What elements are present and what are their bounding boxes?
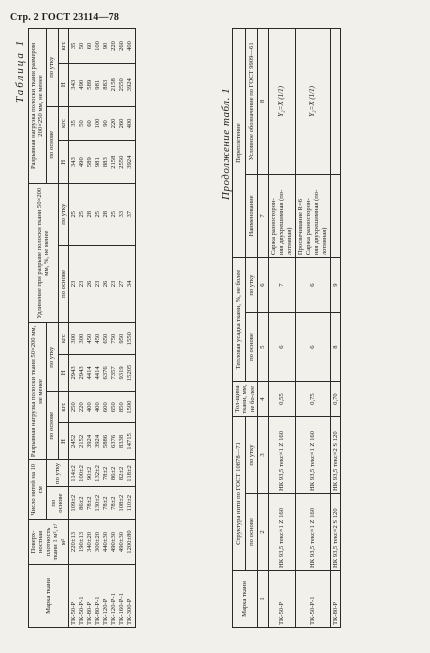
cell-value: Саржа разносторон- bbox=[269, 198, 277, 256]
cell-value: 589 bbox=[85, 79, 93, 90]
cell-value: ТК-160-Р-1 bbox=[117, 593, 125, 625]
cell-value: 28 bbox=[101, 210, 109, 218]
t1-header-elong: Удлинение при разрыве полоски ткани 50×200 мм, %, не менее bbox=[29, 183, 59, 322]
cell-value: ТК-120-Р bbox=[101, 598, 109, 625]
cell-value: 26 bbox=[101, 280, 109, 288]
cell-value: 4414 bbox=[85, 366, 93, 380]
cell-value: 14715 bbox=[125, 433, 133, 450]
cell-value: ТК-300-Р bbox=[125, 598, 133, 625]
cell-value: 220 bbox=[109, 118, 117, 129]
cell-value: 90±2 bbox=[85, 466, 93, 481]
cell-value: 23 bbox=[93, 280, 101, 288]
cell-value: 2943 bbox=[77, 366, 85, 380]
t1-col-mark bbox=[68, 565, 135, 628]
t1-unit: Н bbox=[58, 423, 68, 460]
t2-col-number: 4 bbox=[258, 382, 268, 417]
cell-value: 490±30 bbox=[109, 531, 117, 553]
cell-value: 6376 bbox=[101, 366, 109, 380]
cell-value: няя двухрешимная (по- bbox=[277, 189, 285, 256]
cell-value: 114±2 bbox=[69, 465, 77, 482]
t2-weft: НК 93,5 текс×1 Z 160 bbox=[268, 417, 295, 494]
table1-caption: Таблица 1 bbox=[14, 38, 26, 103]
cell-value: 35 bbox=[69, 120, 77, 127]
cell-value: 490 bbox=[77, 157, 85, 168]
cell-value: ТК-50-Р bbox=[69, 601, 77, 625]
t1-col-load50-warp-kgf bbox=[68, 391, 135, 422]
t2-weave-code: Y₂=X (1/1) bbox=[268, 29, 295, 175]
cell-value: 1550 bbox=[125, 332, 133, 346]
t2-header-shrink-weft: по утку bbox=[245, 258, 258, 313]
cell-value: 25 bbox=[69, 210, 77, 218]
t2-thickness: 0,70 bbox=[330, 382, 340, 417]
t2-shrink-warp: 6 bbox=[295, 313, 330, 382]
cell-value: 650 bbox=[109, 402, 117, 413]
t2-shrink-weft: 7 bbox=[268, 258, 295, 313]
cell-value: 2550 bbox=[117, 78, 125, 92]
t1-unit: Н bbox=[58, 141, 68, 184]
cell-value: 15205 bbox=[125, 364, 133, 382]
t2-header-weave-code: Условное обозначение по ГОСТ 9909—61 bbox=[245, 29, 258, 175]
t1-unit: Н bbox=[58, 63, 68, 106]
t2-col-numbers bbox=[258, 29, 268, 628]
cell-value: 78±2 bbox=[101, 466, 109, 481]
t2-header-weave: Переплетение bbox=[233, 29, 246, 258]
cell-value: 400 bbox=[85, 402, 93, 413]
cell-value: 34 bbox=[125, 280, 133, 288]
cell-value: 2452 bbox=[69, 434, 77, 449]
t1-header-load50-warp: по основе bbox=[46, 391, 58, 460]
cell-value: 109±2 bbox=[69, 494, 77, 512]
t2-shrink-warp: 6 bbox=[268, 313, 295, 382]
cell-value: 100±2 bbox=[77, 465, 85, 482]
cell-value: 250 bbox=[69, 402, 77, 413]
t1-header-load50: Разрывная нагрузка полоски ткани 50×200 мм, не менее bbox=[29, 323, 47, 460]
t2-col-number: 2 bbox=[258, 494, 268, 571]
table-1 bbox=[28, 28, 136, 628]
cell-value: 110±2 bbox=[125, 494, 133, 512]
t2-mark: ТК-50-Р-1 bbox=[295, 571, 330, 628]
t2-mark: ТК-50-Р bbox=[268, 571, 295, 628]
t1-col-threads-weft bbox=[68, 460, 135, 487]
cell-value: 260 bbox=[117, 118, 125, 129]
cell-value: 2550 bbox=[117, 155, 125, 169]
t2-header-struct-weft: по утку bbox=[245, 417, 258, 494]
cell-value: 23 bbox=[109, 280, 117, 288]
t1-col-load200-warp-n bbox=[68, 141, 135, 184]
cell-value: 220 bbox=[109, 41, 117, 51]
cell-value: 7357 bbox=[109, 366, 117, 380]
t2-shrink-weft: 6 bbox=[295, 258, 330, 313]
cell-value: 440±30 bbox=[101, 531, 109, 553]
t1-col-load50-warp-n bbox=[68, 423, 135, 460]
t1-col-elong-weft bbox=[68, 183, 135, 245]
t2-col-number: 5 bbox=[258, 313, 268, 382]
cell-value: 50 bbox=[77, 42, 85, 50]
t1-unit: кгс bbox=[58, 29, 68, 64]
cell-value: 340±20 bbox=[85, 531, 93, 553]
t2-shrink-warp: 8 bbox=[330, 313, 340, 382]
cell-value: 100 bbox=[93, 118, 101, 129]
table-row bbox=[268, 29, 295, 628]
t1-unit: кгс bbox=[58, 323, 68, 354]
cell-value: ТК-50-Р-1 bbox=[77, 596, 85, 625]
cell-value: 4414 bbox=[93, 366, 101, 380]
cell-value: 6376 bbox=[109, 434, 117, 449]
cell-value: 2152 bbox=[77, 434, 85, 449]
t1-col-elong-warp bbox=[68, 245, 135, 323]
t1-header-load50-weft: по утку bbox=[46, 323, 58, 392]
cell-value: ТК-120-Р-1 bbox=[109, 593, 117, 625]
cell-value: 86±2 bbox=[77, 496, 85, 510]
t2-weft: НК 93,5 текс×2 S 120 bbox=[330, 417, 340, 494]
t1-header-mark: Марка ткани bbox=[29, 565, 69, 628]
cell-value: 33 bbox=[117, 210, 125, 218]
t1-col-load200-warp-kgf bbox=[68, 106, 135, 141]
t2-header-structure: Структура нити по ГОСТ 10878—71 bbox=[233, 417, 246, 571]
t2-warp: НК 93,5 текс×1 Z 160 bbox=[268, 494, 295, 571]
t2-mark: ТК-80-Р bbox=[330, 571, 340, 628]
t2-header-shrink-warp: по основе bbox=[245, 313, 258, 382]
t2-header-weave-name: Наименование bbox=[245, 174, 258, 257]
t1-col-load200-weft-kgf bbox=[68, 29, 135, 64]
cell-value: 600 bbox=[101, 402, 109, 413]
cell-value: 25 bbox=[109, 210, 117, 218]
t2-header-shrink: Тепловая усадка ткани, %, не более bbox=[233, 258, 246, 382]
cell-value: 78±2 bbox=[109, 496, 117, 510]
t1-header-load200-weft: по утку bbox=[46, 29, 58, 107]
t2-thickness: 0,75 bbox=[295, 382, 330, 417]
cell-value: 1200±80 bbox=[125, 530, 133, 554]
cell-value: 343 bbox=[69, 79, 77, 90]
cell-value: 25 bbox=[93, 210, 101, 218]
cell-value: 26 bbox=[85, 280, 93, 288]
t2-weave-name bbox=[295, 174, 330, 257]
cell-value: ТК-80-Р-1 bbox=[93, 596, 101, 625]
cell-value: 35 bbox=[69, 42, 77, 50]
t1-header-elong-warp: по основе bbox=[58, 245, 68, 323]
cell-value: Саржа разносторон- bbox=[304, 198, 312, 256]
t1-col-threads-warp bbox=[68, 487, 135, 520]
cell-value: 950 bbox=[117, 333, 125, 344]
cell-value: 3924 bbox=[93, 434, 101, 449]
cell-value: 130±2 bbox=[93, 494, 101, 512]
table-1-continued bbox=[232, 28, 341, 628]
t2-col-number: 6 bbox=[258, 258, 268, 313]
t2-shrink-weft: 9 bbox=[330, 258, 340, 313]
cell-value: 400 bbox=[93, 402, 101, 413]
t2-header-struct-warp: по основе bbox=[245, 494, 258, 571]
cell-value: 750 bbox=[109, 333, 117, 344]
cell-value: 400 bbox=[125, 118, 133, 129]
cell-value: 132±2 bbox=[93, 465, 101, 482]
rotated-page-content bbox=[10, 28, 420, 628]
t1-header-load200: Разрывная нагрузка полоски ткани размером 200×250 мм, не менее bbox=[29, 29, 47, 184]
cell-value: 400 bbox=[125, 41, 133, 51]
cell-value: 589 bbox=[85, 157, 93, 168]
cell-value: 50 bbox=[77, 120, 85, 127]
cell-value: 5886 bbox=[101, 434, 109, 449]
cell-value: 37 bbox=[125, 210, 133, 218]
cell-value: 108±2 bbox=[117, 494, 125, 512]
cell-value: 82±2 bbox=[117, 466, 125, 481]
t1-col-load200-weft-n bbox=[68, 63, 135, 106]
cell-value: 490 bbox=[77, 79, 85, 90]
t2-header-thickness: Тол-щина ткани, мм, не бо-лее bbox=[233, 382, 258, 417]
cell-value: 78±2 bbox=[101, 496, 109, 510]
cell-value: 300 bbox=[69, 333, 77, 344]
page-header: Стр. 2 ГОСТ 23114—78 bbox=[10, 12, 120, 23]
t2-weft: НК 93,5 текс×1 Z 160 bbox=[295, 417, 330, 494]
t1-header-elong-weft: по утку bbox=[58, 183, 68, 245]
cell-value: 90 bbox=[101, 120, 109, 127]
cell-value: 90 bbox=[101, 42, 109, 50]
t1-unit: кгс bbox=[58, 106, 68, 141]
cell-value: 28 bbox=[85, 210, 93, 218]
cell-value: 23 bbox=[77, 280, 85, 288]
t1-data-row bbox=[68, 29, 135, 628]
cell-value: 60 bbox=[85, 42, 93, 50]
table-row bbox=[330, 29, 340, 628]
cell-value: лотняная) bbox=[285, 227, 293, 256]
cell-value: 23 bbox=[69, 280, 77, 288]
table-row bbox=[295, 29, 330, 628]
cell-value: 220±13 bbox=[69, 531, 77, 553]
t1-col-load50-weft-n bbox=[68, 354, 135, 391]
cell-value: 650 bbox=[101, 333, 109, 344]
cell-value: 190±13 bbox=[77, 531, 85, 553]
cell-value: 86±2 bbox=[109, 466, 117, 481]
cell-value: 490±30 bbox=[117, 531, 125, 553]
t1-header-load200-warp: по основе bbox=[46, 106, 58, 183]
t1-unit: Н bbox=[58, 354, 68, 391]
t2-weave-code bbox=[330, 29, 340, 175]
cell-value: 850 bbox=[117, 402, 125, 413]
t2-col-number: 3 bbox=[258, 417, 268, 494]
cell-value: ТК-80-Р bbox=[85, 601, 93, 625]
cell-value: няя двухрешимная (по- bbox=[312, 189, 320, 256]
t2-warp: НК 93,5 текс×2 S 120 bbox=[330, 494, 340, 571]
cell-value: 260 bbox=[117, 41, 125, 51]
cell-value: 981 bbox=[93, 79, 101, 90]
t2-col-number: 7 bbox=[258, 174, 268, 257]
cell-value: лотняная) bbox=[320, 227, 328, 256]
cell-value: 118±2 bbox=[125, 465, 133, 482]
t2-weave-name bbox=[330, 174, 340, 257]
t1-header-threads-weft: по утку bbox=[46, 460, 68, 487]
cell-value: 2158 bbox=[109, 155, 117, 169]
cell-value: 450 bbox=[85, 333, 93, 344]
cell-value: 981 bbox=[93, 157, 101, 168]
cell-value: 9319 bbox=[117, 366, 125, 380]
cell-value: 1500 bbox=[125, 400, 133, 414]
cell-value: 343 bbox=[69, 157, 77, 168]
cell-value: 8338 bbox=[117, 434, 125, 449]
cell-value: 300 bbox=[77, 333, 85, 344]
t2-header-mark: Марка ткани bbox=[233, 571, 258, 628]
t2-col-number: 1 bbox=[258, 571, 268, 628]
t2-weave-name bbox=[268, 174, 295, 257]
cell-value: 3924 bbox=[125, 155, 133, 169]
cell-value: 100 bbox=[93, 41, 101, 51]
cell-value: 3924 bbox=[125, 78, 133, 92]
cell-value: 27 bbox=[117, 280, 125, 288]
table2-caption: Продолжение табл. 1 bbox=[220, 87, 232, 200]
t1-col-load50-weft-kgf bbox=[68, 323, 135, 354]
cell-value: 2158 bbox=[109, 78, 117, 92]
t2-weave-code: Y₂=X (1/1) bbox=[295, 29, 330, 175]
t1-header-threads-warp: по основе bbox=[46, 487, 68, 520]
cell-value: 78±2 bbox=[85, 496, 93, 510]
cell-value: 25 bbox=[77, 210, 85, 218]
t1-unit: кгс bbox=[58, 391, 68, 422]
cell-value: Просвечивание R=6 bbox=[296, 199, 304, 256]
cell-value: 220 bbox=[77, 402, 85, 413]
t2-thickness: 0,55 bbox=[268, 382, 295, 417]
t1-col-density bbox=[68, 520, 135, 565]
cell-value: 450 bbox=[93, 333, 101, 344]
t2-col-number: 8 bbox=[258, 29, 268, 175]
cell-value: 300±20 bbox=[93, 531, 101, 553]
t2-warp: НК 93,5 текс×1 Z 160 bbox=[295, 494, 330, 571]
cell-value: 883 bbox=[101, 157, 109, 168]
cell-value: 60 bbox=[85, 120, 93, 127]
cell-value: 2943 bbox=[69, 366, 77, 380]
t1-header-density: Поверх-ностная плотность ткани 1 м², г/м² bbox=[29, 520, 69, 565]
t1-header-threads: Число нитей на 10 см bbox=[29, 460, 47, 520]
cell-value: 883 bbox=[101, 79, 109, 90]
cell-value: 3924 bbox=[85, 434, 93, 449]
